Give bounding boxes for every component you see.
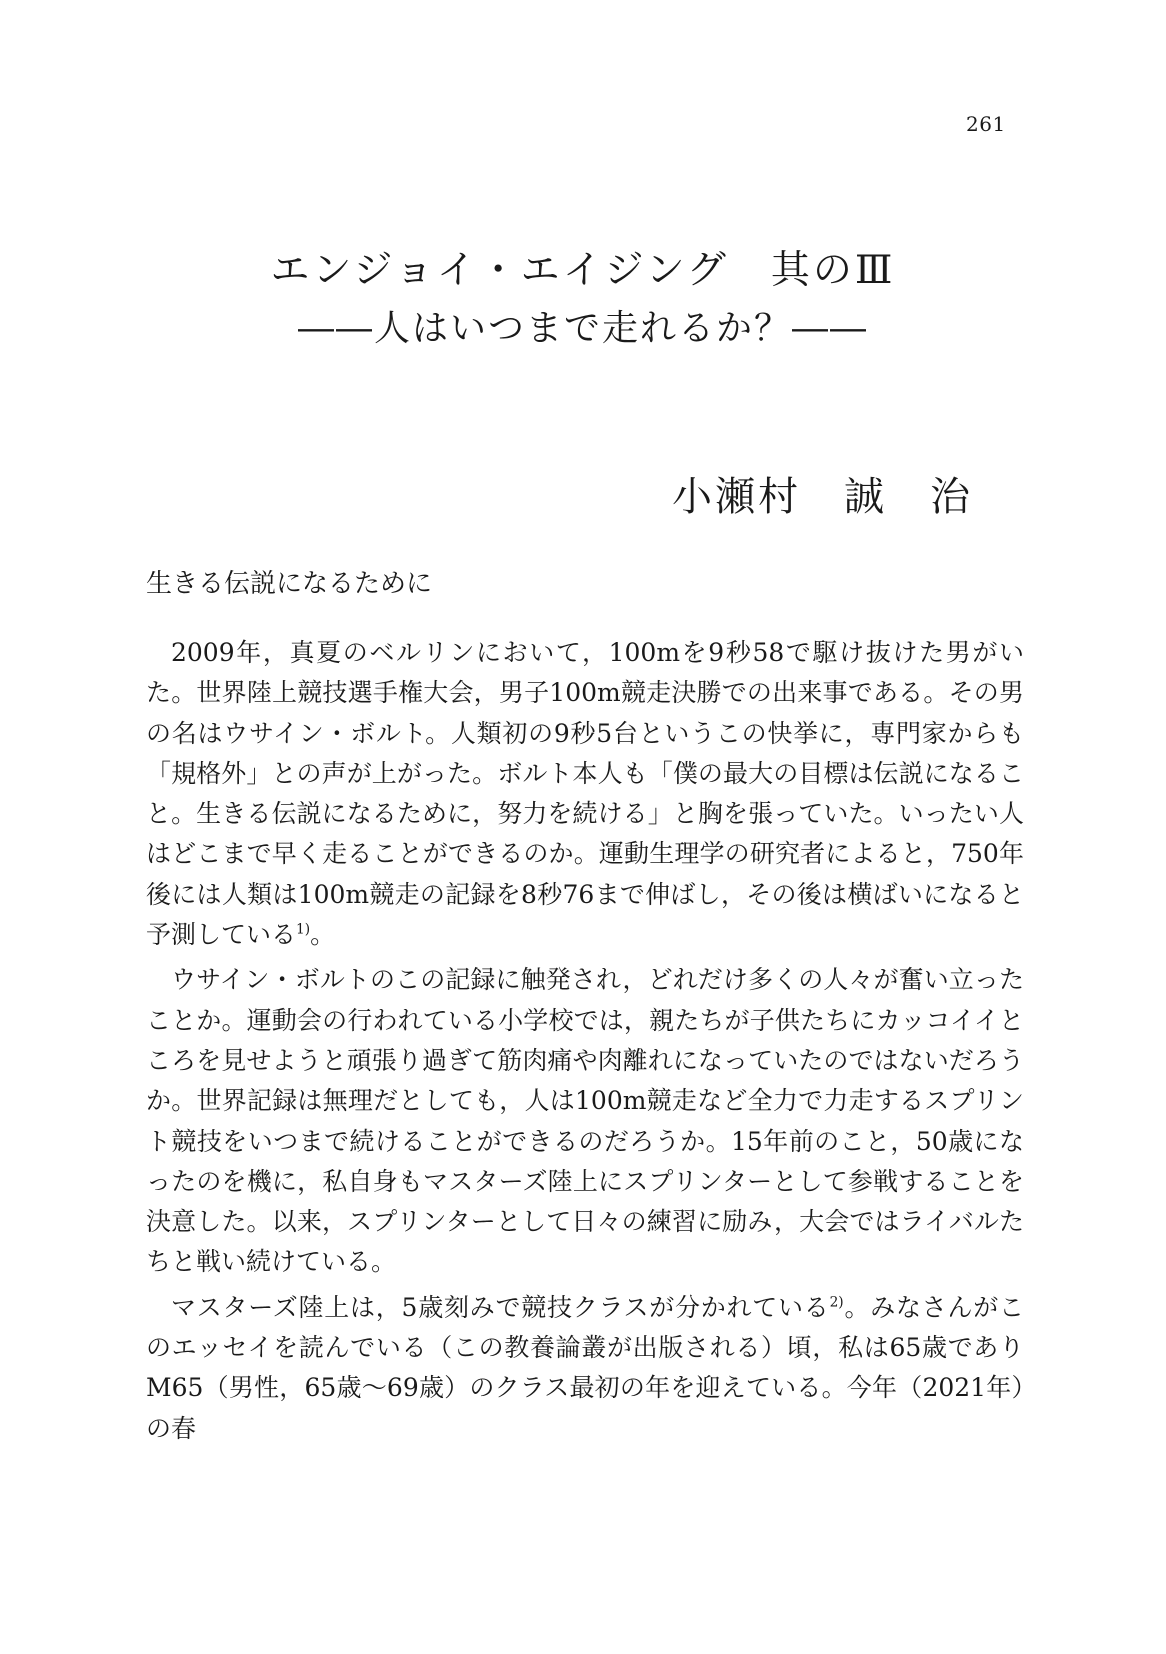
section-heading: 生きる伝説になるために — [146, 569, 433, 599]
paragraph-text: ウサイン・ボルトのこの記録に触発され，どれだけ多くの人々が奮い立ったことか。運動会の行われている小学校では，親たちが子供たちにカッコイイところを見せようと頑張り過ぎて筋肉痛や肉離れになっていたのではないだろうか。世界記録は無理だとしても，人は100m競走など全力で力走するスプリント競技をいつまで続けることができるのだろうか。15年前のこと，50歳になったのを機に，私自身もマスターズ陸上にスプリンターとして参戦することを決意した。以来，スプリンターとして日々の練習に励み，大会ではライバルたちと戦い続けている。 — [146, 965, 1024, 1277]
author-name: 小瀬村 誠 治 — [672, 474, 973, 520]
page-number: 261 — [966, 112, 1006, 136]
paragraph — [146, 633, 1024, 955]
paragraph-text: 2009年，真夏のベルリンにおいて，100mを9秒58で駆け抜けた男がいた。世界陸上競技選手権大会，男子100m競走決勝での出来事である。その男の名はウサイン・ボルト。人類初の9秒5台というこの快挙に，専門家からも「規格外」との声が上がった。ボルト本人も「僕の最大の目標は伝説になること。生きる伝説になるために，努力を続ける」と胸を張っていた。いったい人はどこまで早く走ることができるのか。運動生理学の研究者によると，750年後には人類は100m競走の記録を8秒76まで伸ばし，その後は横ばいになると予測している — [146, 638, 1024, 950]
article-title: エンジョイ・エイジング 其のⅢ — [270, 248, 896, 293]
footnote-reference: 1) — [296, 921, 311, 938]
paragraph-text: マスターズ陸上は，5歳刻みで競技クラスが分かれている — [171, 1292, 830, 1322]
footnote-reference: 2) — [829, 1294, 844, 1311]
paragraph-text-end: 。みなさんがこのエッセイを読んでいる（この教養論叢が出版される）頃，私は65歳でありM65（男性，65歳～69歳）のクラス最初の年を迎えている。今年（2021年）の春 — [146, 1292, 1024, 1443]
paragraph-text-end: 。 — [310, 920, 336, 950]
article-subtitle: ――人はいつまで走れるか？―― — [297, 308, 868, 349]
paragraph — [146, 960, 1024, 1282]
paragraph — [146, 1288, 1024, 1449]
article-body — [146, 633, 1024, 1454]
